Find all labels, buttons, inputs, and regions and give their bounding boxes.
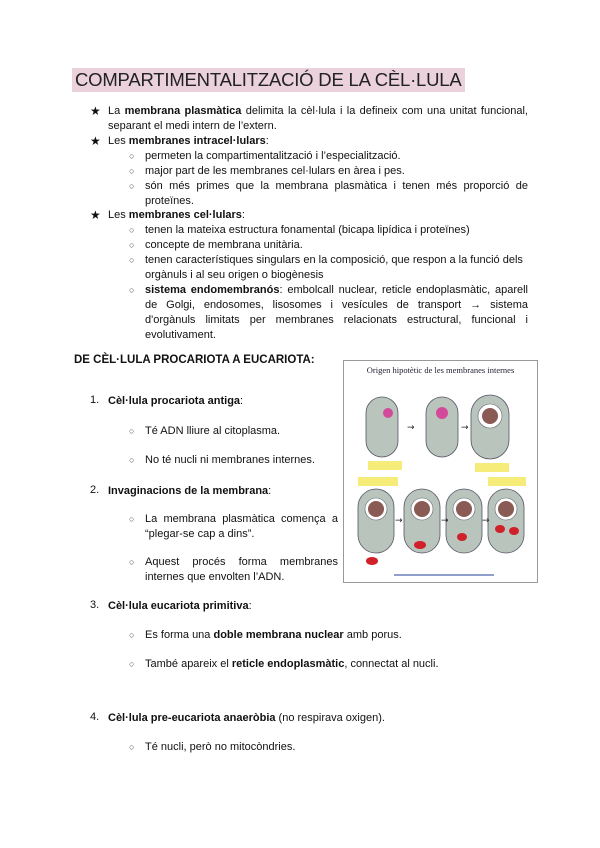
star-bullet-icon: ★ — [90, 104, 101, 118]
sub-item: concepte de membrana unitària. — [145, 239, 303, 251]
circle-bullet-icon: ○ — [129, 240, 135, 250]
sub-item: També apareix el reticle endoplasmàtic, connectat al nucli. — [145, 658, 439, 670]
figure-title: Origen hipotètic de les membranes internes — [366, 365, 515, 375]
circle-bullet-icon: ○ — [129, 285, 135, 295]
mitochondrion-shape — [509, 527, 519, 535]
nucleus-shape — [456, 501, 472, 517]
step-number: 1. — [90, 394, 100, 406]
circle-bullet-icon: ○ — [129, 630, 135, 640]
intro-item: Les membranes cel·lulars: — [108, 209, 245, 221]
cell-shape — [366, 397, 398, 457]
step-number: 2. — [90, 484, 100, 496]
circle-bullet-icon: ○ — [129, 514, 135, 524]
nucleus-shape — [498, 501, 514, 517]
intro-item: La membrana plasmàtica delimita la cèl·lula i la defineix com una unitat funcional, separant el medi intern de l’extern. — [108, 105, 528, 132]
arrow-icon: → — [461, 423, 469, 433]
figure-drawing — [344, 361, 537, 582]
dna-shape — [436, 407, 448, 419]
sub-item: Es forma una doble membrana nuclear amb porus. — [145, 629, 402, 641]
circle-bullet-icon: ○ — [129, 255, 135, 265]
sub-item: permeten la compartimentalització i l’especialització. — [145, 150, 401, 162]
step-heading: Cèl·lula eucariota primitiva: — [108, 600, 252, 612]
circle-bullet-icon: ○ — [129, 742, 135, 752]
arrow-icon: → — [441, 516, 449, 526]
circle-bullet-icon: ○ — [129, 426, 135, 436]
mitochondrion-shape — [457, 533, 467, 541]
sub-item: tenen la mateixa estructura fonamental (bicapa lipídica i proteïnes) — [145, 224, 470, 236]
sub-item: Aquest procés forma membranes internes que envolten l’ADN. — [145, 556, 338, 583]
circle-bullet-icon: ○ — [129, 557, 135, 567]
circle-bullet-icon: ○ — [129, 151, 135, 161]
circle-bullet-icon: ○ — [129, 455, 135, 465]
label-box — [368, 461, 402, 470]
step-heading: Cèl·lula procariota antiga: — [108, 395, 244, 407]
page-title: COMPARTIMENTALITZACIÓ DE LA CÈL·LULA — [72, 68, 465, 92]
star-bullet-icon: ★ — [90, 208, 101, 222]
arrow-icon: → — [395, 516, 403, 526]
mitochondrion-shape — [366, 557, 378, 565]
mitochondrion-shape — [414, 541, 426, 549]
nucleus-shape — [414, 501, 430, 517]
label-box — [475, 463, 509, 472]
sub-item: Té nucli, però no mitocòndries. — [145, 741, 296, 753]
circle-bullet-icon: ○ — [129, 166, 135, 176]
sub-item: tenen característiques singulars en la composició, que respon a la funció dels orgànuls i al seu origen o biogènesis — [145, 254, 523, 281]
step-number: 3. — [90, 599, 100, 611]
arrow-icon: → — [407, 423, 415, 433]
sub-item: La membrana plasmàtica comença a “plegar-se cap a dins”. — [145, 513, 338, 540]
circle-bullet-icon: ○ — [129, 659, 135, 669]
section-heading: DE CÈL·LULA PROCARIOTA A EUCARIOTA: — [74, 354, 315, 366]
label-box — [358, 477, 398, 486]
mitochondrion-shape — [495, 525, 505, 533]
intro-item: Les membranes intracel·lulars: — [108, 135, 269, 147]
circle-bullet-icon: ○ — [129, 181, 135, 191]
membrane-origin-figure — [343, 360, 538, 583]
nucleus-shape — [368, 501, 384, 517]
step-number: 4. — [90, 711, 100, 723]
sub-item: sistema endomembranós: embolcall nuclear, reticle endoplasmàtic, aparell de Golgi, endosomes, lisosomes i vesícules de transport → sistema d'orgànuls limitats per membranes relacionats estructural, funcional i evolutivament. — [145, 284, 528, 341]
step-heading: Invaginacions de la membrana: — [108, 485, 272, 497]
star-bullet-icon: ★ — [90, 134, 101, 148]
step-heading: Cèl·lula pre-eucariota anaeròbia (no respirava oxigen). — [108, 712, 385, 724]
dna-shape — [383, 408, 393, 418]
arrow-icon: → — [482, 516, 490, 526]
sub-item: Té ADN lliure al citoplasma. — [145, 425, 281, 437]
sub-item: són més primes que la membrana plasmàtica i tenen més proporció de proteïnes. — [145, 180, 528, 207]
sub-item: major part de les membranes cel·lulars en àrea i pes. — [145, 165, 405, 177]
circle-bullet-icon: ○ — [129, 225, 135, 235]
label-box — [488, 477, 526, 486]
cell-shape — [426, 397, 458, 457]
sub-item: No té nucli ni membranes internes. — [145, 454, 315, 466]
nucleus-shape — [482, 408, 498, 424]
